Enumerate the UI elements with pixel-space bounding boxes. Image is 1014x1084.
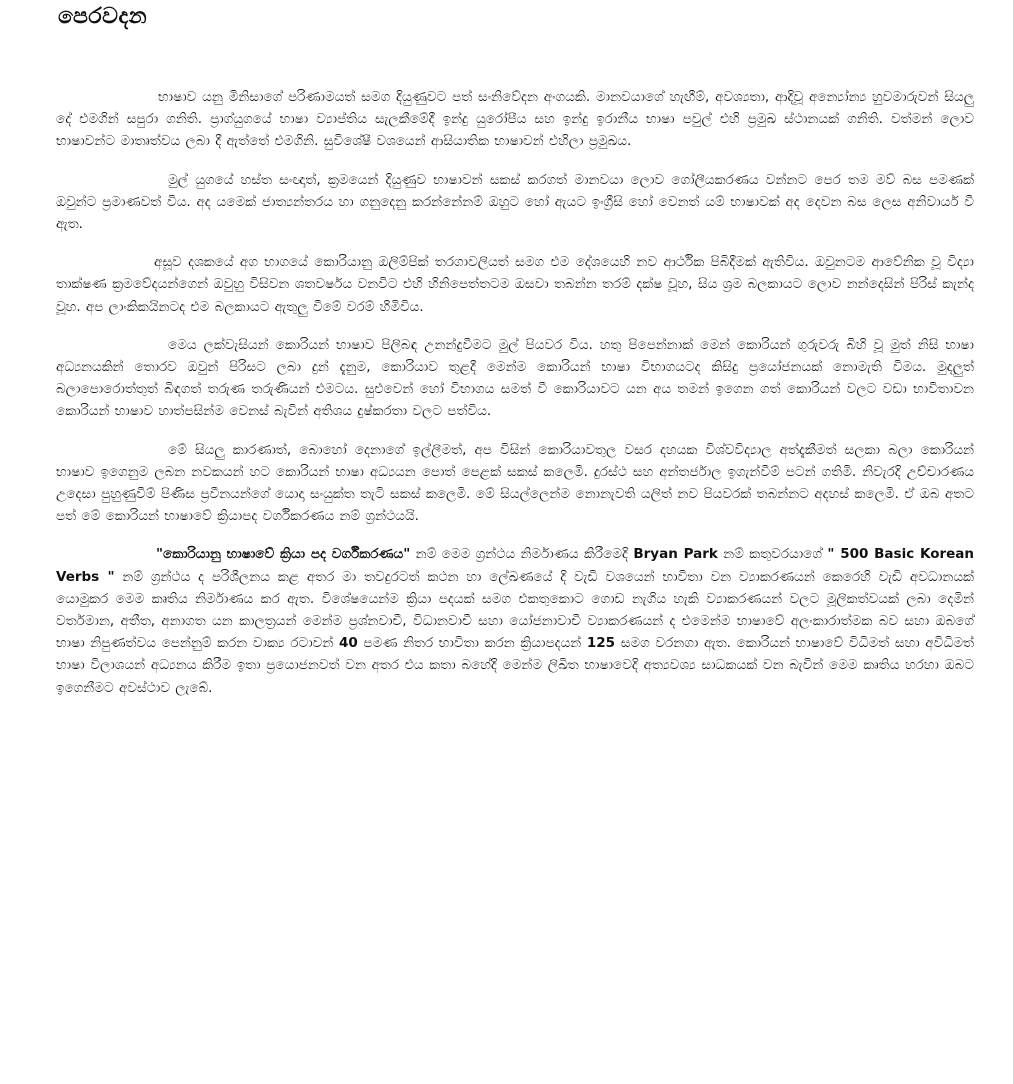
- paragraph-6-part-a: නම් මෙම ග්‍රන්ථය නිර්මාණය කිරීමෙදි: [410, 546, 634, 563]
- paragraph-2: මුල් යුගයේ හස්ත සංඥාත්, ක්‍රමයෙන් දියුණුව භාෂාවන් සකස් කරගත් මානවයා ලොව ගෝලීයකරණය වන්නට පෙර තම මව් බස පමණක් ඔවුන්ට ප්‍රමාණවත් විය. අද යමෙක් ජාත්‍යන්තරය හා ගනුදෙනු කරන්නේනම් ඔහුට හෝ ඇයට ඉංග්‍රීසි හෝ වෙනත් යම් භාෂාවක් අද දෙවන බස ලෙස අනිවාර්ය වී ඇත.: [56, 171, 974, 233]
- book-title-quote: "කොරියානු භාෂාවේ ක්‍රියා පද වර්ගීකරණය": [156, 546, 411, 563]
- paragraph-6-part-e: සමග වරනගා ඇත. කොරියන් භාෂාවේ විධිමත් සහා අවිධිමත් භාෂා විලාශයන් අධ්‍යනය කිරීම ඉතා ප්‍රයොජනවත් වන අතර එය කතා බහේදි මෙන්ම ලිඛිත භාෂාවෙදි අත්‍යවශ්‍ය සාධකයක් වන බැවින් මෙම කෘතිය හරහා ඔබට ඉගෙනීමට අවස්ථාව ලැබේ.: [56, 635, 974, 696]
- paragraph-6-part-b: නම් කතුවරයාගේ: [717, 546, 828, 563]
- sentence-pattern-count: 40: [338, 635, 358, 652]
- paragraph-5: මේ සියලු කාරණාත්, බොහෝ දෙනාගේ ඉල්ලීමත්, අප විසින් කොරියාවතුල වසර දහයක විශ්වවිද්‍යාල අත්දැකීමත් සලකා බලා කොරියන් භාෂාව ඉගෙනුම ලබන නවකයන් හට කොරියන් භාෂා අධ්‍යයන පොත් පෙළක් සකස් කලෙමි. දුරස්ථ සහ අන්තර්ජාල ඉගැන්වීම් පටන් ගතිමි. නිවැරදි උච්චාරණය උදෙසා පුහුණුවීම් පිණිස ප්‍රවීනයන්ගේ යොදා සංයුක්ත තැටි සකස් කලෙමි. මේ සියල්ලෙන්ම නොනැවති යලිත් නව පියවරක් තබන්නට අදහස් කලෙමි. ඒ ඔබ අතට පත් මේ කොරියන් භාෂාවේ ක්‍රියාපද වර්ගීකරණය නම් ග්‍රන්ථයයි.: [56, 441, 974, 525]
- paragraph-6: [56, 543, 974, 698]
- paragraph-6-part-d: පමණ නිතර භාවිතා කරන ක්‍රියාපදයන්: [357, 635, 587, 652]
- author-name: Bryan Park: [633, 546, 718, 563]
- paragraph-6-part-c: නම් ග්‍රන්ථය ද පරිශීලනය කළ අතර මා තවදුරටත් කථන හා ලේඛණයේ දි වැඩි වශයෙන් භාවිතා වන ව්‍යාකරණයන් කෙරෙහි වැඩි අවධානයක් යොමුකර මෙම කෘතිය නිර්මාණය කර ඇත. විශේෂයෙන්ම ක්‍රියා පදයක් සමග එකතුකොට ගොඩ නැගිය හැකි ව්‍යාකරණයන් වලට මූලිකත්වයක් ලබා දෙමින් වර්තමාන, අතීත, අනාගත යන කාලත්‍රයන් මෙන්ම ප්‍රශ්නවාචී, විධානවාචී සහා යෝජනාවාචී ව්‍යාකරණයන් ද එමෙන්ම භාෂාවේ අලංකාරාත්මක බව සහා ඔබගේ භාෂා නිපුණත්වය පෙන්නුම් කරන වාක්‍ය රටාවන්: [56, 568, 974, 652]
- paragraph-4: මෙය ලක්වැසියන් කොරියන් භාෂාව පිලිබඳ උනන්දුවීමට මුල් පියවර විය. හතු පිපෙන්නාක් මෙන් කොරියන් ගුරුවරු බිහි වූ මුත් නිසි භාෂා අධ්‍යනයකින් තොරව ඔවුන් පිරිසට ලබා දුන් දැනුම, කොරියාව තුළදී මෙන්ම කොරියන් භාෂා විභාගයටද කිසිදු ප්‍රයෝජනයක් නොමැති විමය. මුදලුත් බලාපොරොත්තුත් බිඳගත් තරුණ තරුණියන් එමටය. සුළුවෙන් හෝ විභාගය සමත් වී කොරියාවට යන අය තමන් ඉගෙන ගත් කොරියන් වලට වඩා භාවිතාවන කොරියන් භාෂාව හාත්පසින්ම වෙනස් බැවින් අතිශය දුෂ්කරතා වලට පත්විය.: [56, 336, 974, 420]
- page-title: පෙරවදන: [58, 4, 148, 29]
- paragraph-3: අසූව දශකයේ අග භාගයේ කොරියානු ඔලිම්පික් තරගාවලියත් සමග එම දේශයෙහි නව ආර්ථික පිබිදීමක් ඇතිවිය. ඔවුනටම ආවේනික වූ විද්‍යා තාක්ෂණ ක්‍රමවේදයන්ගෙන් ඔවුහු විසිවන ශතවර්ෂය වනවිට එහි හිනිපෙත්තටම ඔසවා තබන්න තරම් දක්ෂ වූහ, සිය ශ්‍රම බලකායට ලොව නන්දෙසින් පිරිස් කැන්ද වූහ. අප ලාංකිකයිනටද එම බලකායට ඇතුලු වීමේ වරම් හිමිවිය.: [56, 254, 974, 315]
- verb-count: 125: [586, 635, 616, 652]
- reference-book-title: " 500 Basic Korean Verbs ": [56, 546, 975, 585]
- paragraph-1: භාෂාව යනු මිනිසාගේ පරිණාමයත් සමග දියුණුවට පත් සංනිවේදන අංගයකි. මානවයාගේ හැඟීම්, අවශ්‍යතා, ආදිවූ අන්‍යෝන්‍ය හුවමාරුවන් සියලු දේ එමගින් සපුරා ගනිති. ප්‍රාග්යුගයේ භාෂා ව්‍යාප්තිය සැලකීමේදී ඉන්දු යුරෝපීය සහ ඉන්දු ඉරානීය භාෂා පවුල් එහි ප්‍රමුඛ ස්ථානයක් ගනිති. වත්මන් ලොව භාෂාවන්ට මාතෘත්වය ලබා දී ඇත්තේ එමගිනි. සුවිශේෂී වශයෙන් ආසියාතික භාෂාවන් එහිලා ප්‍රමුඛය.: [56, 89, 974, 150]
- document-body: [56, 86, 974, 715]
